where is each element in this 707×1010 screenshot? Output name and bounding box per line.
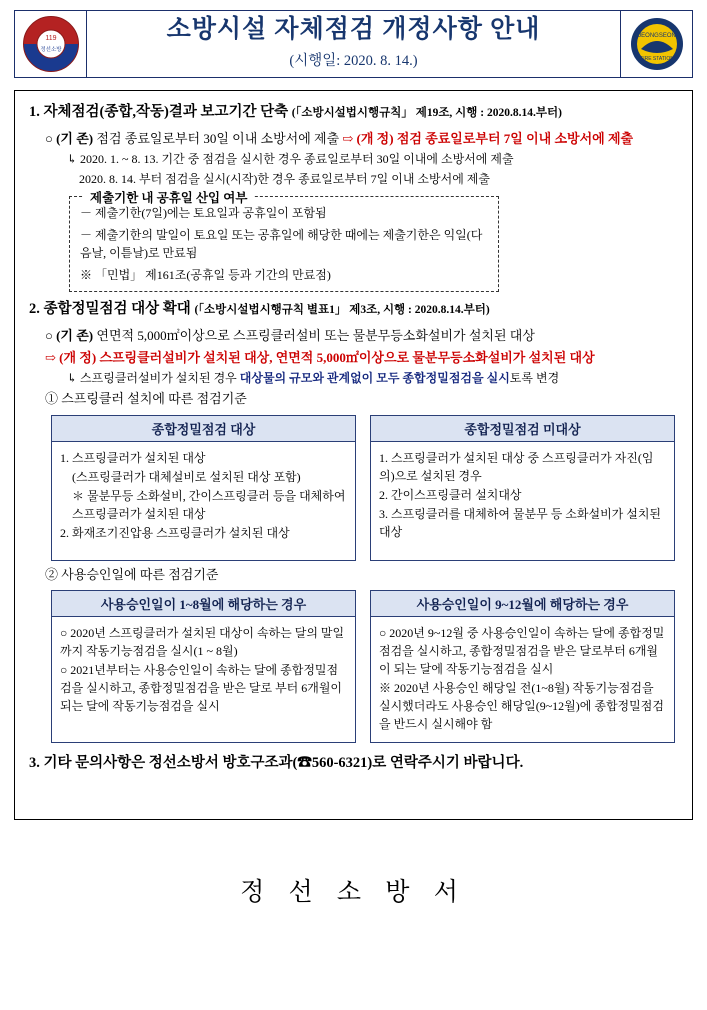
section-1-title: [29, 103, 678, 123]
list-item: 2. 간이스프링클러 설치대상: [379, 487, 522, 502]
note-row: － 제출기한의 말일이 토요일 또는 공휴일에 해당한 때에는 제출기한은 익일(다음날, 이튿날)로 만료됨: [80, 227, 483, 261]
list-item: ○ 2021년부터는 사용승인일이 속하는 달에 종합정밀점검을 실시하고, 종합정밀점검을 받은 달로 부터 6개월이 되는 달에 작동기능점검을 실시: [60, 663, 343, 713]
arrow-icon: ⇨: [342, 130, 354, 146]
contact-line: [29, 753, 678, 773]
submission-deadline-note: [69, 191, 499, 292]
jeongseon-fire-station-emblem: [15, 11, 87, 77]
contact-phone: 560-6321: [311, 755, 368, 771]
page-subtitle: (시행일: 2020. 8. 14.): [289, 52, 418, 69]
section-1-detail-1: [29, 150, 678, 168]
section-2-detail-bold: 대상물의 규모와 관계없이 모두 종합정밀점검을 실시: [239, 371, 510, 385]
table-comprehensive-non-target: [370, 415, 675, 561]
section-2-detail-suffix: 토록 변경: [509, 371, 560, 385]
section-2-old-line: [29, 326, 678, 346]
section-2-new-text: 스프링클러설비가 설치된 대상, 연면적 5,000㎡이상으로 물분무등소화설비가 설치된 대상: [99, 349, 595, 365]
section-2-old-text: 연면적 5,000㎡이상으로 스프링클러설비 또는 물분무등소화설비가 설치된 대상: [96, 328, 535, 343]
note-row: － 제출기한(7일)에는 토요일과 공휴일이 포함됨: [80, 206, 327, 221]
issuer-signature: 정 선 소 방 서: [240, 879, 467, 906]
contact-suffix: )로 연락주시기 바랍니다.: [367, 755, 524, 771]
list-item: ○ 2020년 9~12월 중 사용승인일이 속하는 달에 종합정밀점검을 실시하고, 종합정밀점검을 받은 달로부터 6개월이 되는 달에 작동기능점검을 실시: [379, 626, 665, 676]
section-2-new-label: (개 정): [59, 349, 97, 365]
list-item: 3. 스프링클러를 대체하여 물분무 등 소화설비가 설치된 대상: [379, 506, 662, 539]
jeongseon-county-emblem: [620, 11, 692, 77]
phone-icon: ☎: [297, 755, 312, 771]
svg-text:정선소방: 정선소방: [39, 47, 62, 53]
contact-prefix: 3. 기타 문의사항은 정선소방서 방호구조과(: [29, 755, 298, 771]
table-body: [371, 617, 674, 742]
section-1-detail-2: [29, 170, 678, 188]
page-title: 소방시설 자체점검 개정사항 안내: [166, 16, 541, 44]
section-1-detail-1-text: ↳ 2020. 1. ~ 8. 13. 기간 중 점검을 실시한 경우 종료일로부터 30일 이내에 소방서에 제출: [67, 152, 514, 167]
table-comprehensive-target: [51, 415, 356, 561]
svg-text:JEONGSEON: JEONGSEON: [637, 33, 676, 39]
list-item: ○ 2020년 스프링클러가 설치된 대상이 속하는 달의 말일까지 작동기능점검을 실시(1 ~ 8월): [60, 626, 345, 658]
section-2-reference: (「소방시설법시행규칙 별표1」 제3조, 시행 : 2020.8.14.부터): [194, 304, 490, 317]
section-2-new-line: [29, 348, 678, 368]
section-1-new-label: (개 정): [356, 130, 394, 146]
table-body: [52, 442, 355, 560]
list-item: 1. 스프링클러가 설치된 대상 중 스프링클러가 자진(임의)으로 설치된 경우: [379, 450, 654, 483]
note-row: ※ 「민법」 제161조(공휴일 등과 기간의 만료점): [80, 267, 331, 282]
svg-text:FIRE STATION: FIRE STATION: [639, 56, 674, 62]
list-item: (스프링클러가 대체설비로 설치된 대상 포함): [72, 469, 301, 484]
section-2-heading: 2. 종합정밀점검 대상 확대: [29, 301, 191, 318]
note-caption: 제출기한 내 공휴일 산입 여부: [84, 188, 253, 206]
table-header: 종합정밀점검 대상: [52, 416, 355, 442]
table-approval-sep-dec: [370, 590, 675, 743]
list-item: ※ 2020년 사용승인 해당일 전(1~8월) 작동기능점검을 실시했더라도 사용승인 해당일(9~12월)에 종합정밀점검을 반드시 실시해야 함: [379, 681, 664, 731]
list-item: 1. 스프링클러가 설치된 대상: [60, 450, 206, 465]
section-1-old-text: 점검 종료일로부터 30일 이내 소방서에 제출: [96, 130, 340, 146]
document-body: [14, 90, 693, 820]
list-item: ＊ 물분무등 소화설비, 간이스프링클러 등을 대체하여 스프링클러가 설치된 대상: [72, 488, 346, 521]
section-2-old-label: ○ (기 존): [45, 328, 94, 343]
svg-text:119: 119: [44, 35, 57, 42]
sub-criteria-1-label: ① 스프링클러 설치에 따른 점검기준: [45, 391, 247, 406]
section-1-detail-2-text: 2020. 8. 14. 부터 점검을 실시(시작)한 경우 종료일로부터 7일 이내 소방서에 제출: [79, 172, 490, 187]
section-1-new-text: 점검 종료일로부터 7일 이내 소방서에 제출: [396, 130, 634, 146]
section-1-old-new-line: [29, 129, 678, 149]
list-item: 2. 화재조기진압용 스프링클러가 설치된 대상: [60, 525, 290, 540]
section-1-heading: 1. 자체점검(종합,작동)결과 보고기간 단축: [29, 104, 289, 120]
table-header: 사용승인일이 1~8월에 해당하는 경우: [52, 591, 355, 617]
section-1-old-label: ○ (기 존): [45, 130, 94, 146]
table-header: 사용승인일이 9~12월에 해당하는 경우: [371, 591, 674, 617]
arrow-icon: ⇨: [45, 349, 56, 365]
table-body: [371, 442, 674, 560]
section-1-reference: (「소방시설법시행규칙」 제19조, 시행 : 2020.8.14.부터): [291, 107, 562, 119]
section-2-detail-prefix: ↳ 스프링클러설비가 설치된 경우: [67, 371, 240, 385]
section-2-title: [29, 300, 678, 320]
criteria-table-group-2: [51, 590, 678, 743]
table-body: [52, 617, 355, 724]
criteria-table-group-1: [51, 415, 678, 561]
table-header: 종합정밀점검 미대상: [371, 416, 674, 442]
document-header: [14, 10, 693, 78]
table-approval-jan-aug: [51, 590, 356, 743]
sub-criteria-2-label: ② 사용승인일에 따른 점검기준: [45, 566, 219, 582]
title-block: [87, 11, 620, 77]
section-2-detail-1: [29, 369, 678, 387]
